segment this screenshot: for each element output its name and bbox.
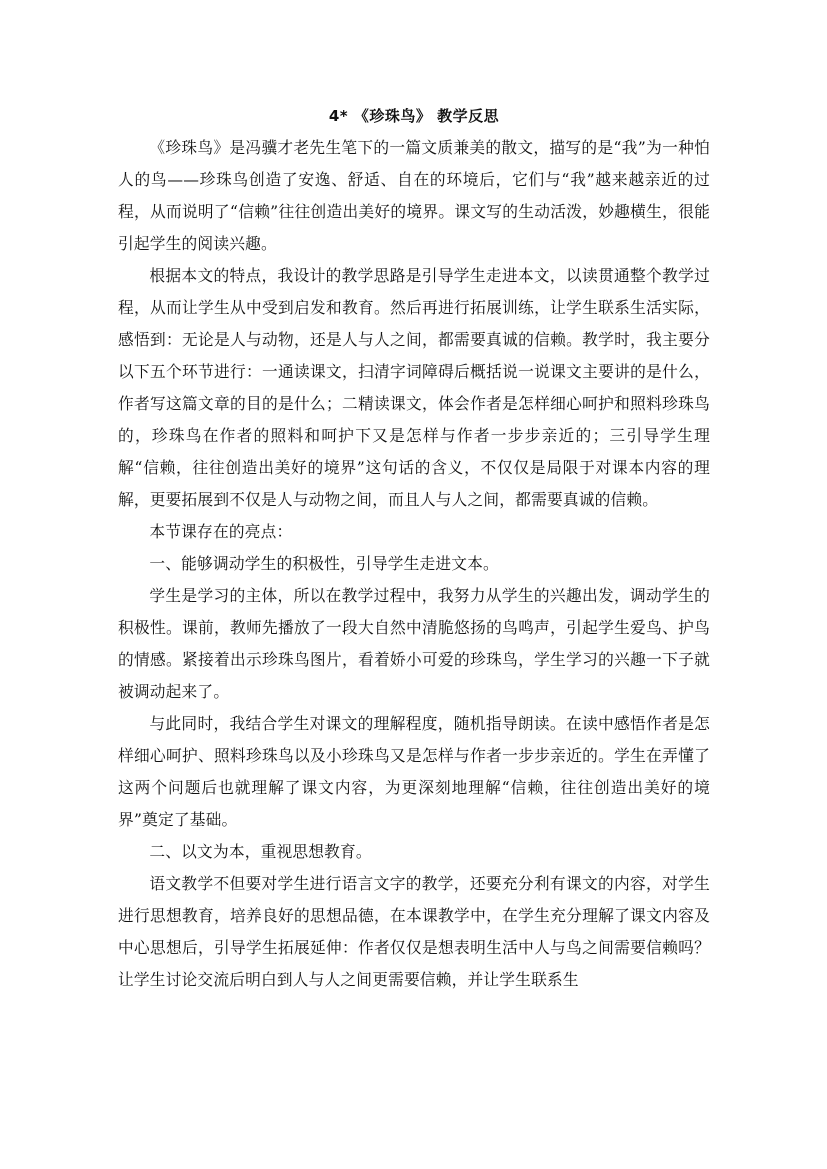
paragraph-section-one-body-1: 学生是学习的主体，所以在教学过程中，我努力从学生的兴趣出发，调动学生的积极性。课前，教师先播放了一段大自然中清脆悠扬的鸟鸣声，引起学生爱鸟、护鸟的情感。紧接着出示珍珠鸟图片，看着娇小可爱的珍珠鸟，学生学习的兴趣一下子就被调动起来了。 — [118, 586, 710, 701]
paragraph-section-two-heading: 二、以文为本，重视思想教育。 — [149, 842, 372, 861]
paragraph-highlights-heading: 本节课存在的亮点： — [149, 522, 293, 541]
document-title: 4* 《珍珠鸟》 教学反思 — [328, 107, 500, 125]
paragraph-section-two-body: 语文教学不但要对学生进行语言文字的教学，还要充分利有课文的内容，对学生进行思想教育，培养良好的思想品德，在本课教学中，在学生充分理解了课文内容及中心思想后，引导学生拓展延伸：作者仅仅是想表明生活中人与鸟之间需要信赖吗？让学生讨论交流后明白到人与人之间更需要信赖，并让学生联系生 — [118, 874, 710, 989]
paragraph-intro: 《珍珠鸟》是冯骥才老先生笔下的一篇文质兼美的散文，描写的是“我”为一种怕人的鸟——珍珠鸟创造了安逸、舒适、自在的环境后，它们与“我”越来越亲近的过程，从而说明了“信赖”往往创造出美好的境界。课文写的生动活泼，妙趣横生，很能引起学生的阅读兴趣。 — [118, 138, 710, 253]
paragraph-section-one-body-2: 与此同时，我结合学生对课文的理解程度，随机指导朗读。在读中感悟作者是怎样细心呵护、照料珍珠鸟以及小珍珠鸟又是怎样与作者一步步亲近的。学生在弄懂了这两个问题后也就理解了课文内容，为更深刻地理解“信赖，往往创造出美好的境界”奠定了基础。 — [118, 714, 710, 829]
document-body — [118, 100, 710, 996]
paragraph-teaching-plan: 根据本文的特点，我设计的教学思路是引导学生走进本文，以读贯通整个教学过程，从而让学生从中受到启发和教育。然后再进行拓展训练，让学生联系生活实际，感悟到：无论是人与动物，还是人与人之间，都需要真诚的信赖。教学时，我主要分以下五个环节进行：一通读课文，扫清字词障碍后概括说一说课文主要讲的是什么，作者写这篇文章的目的是什么；二精读课文，体会作者是怎样细心呵护和照料珍珠鸟的，珍珠鸟在作者的照料和呵护下又是怎样与作者一步步亲近的；三引导学生理解“信赖，往往创造出美好的境界”这句话的含义，不仅仅是局限于对课本内容的理解，更要拓展到不仅是人与动物之间，而且人与人之间，都需要真诚的信赖。 — [118, 266, 710, 509]
paragraph-section-one-heading: 一、能够调动学生的积极性，引导学生走进文本。 — [149, 554, 499, 573]
